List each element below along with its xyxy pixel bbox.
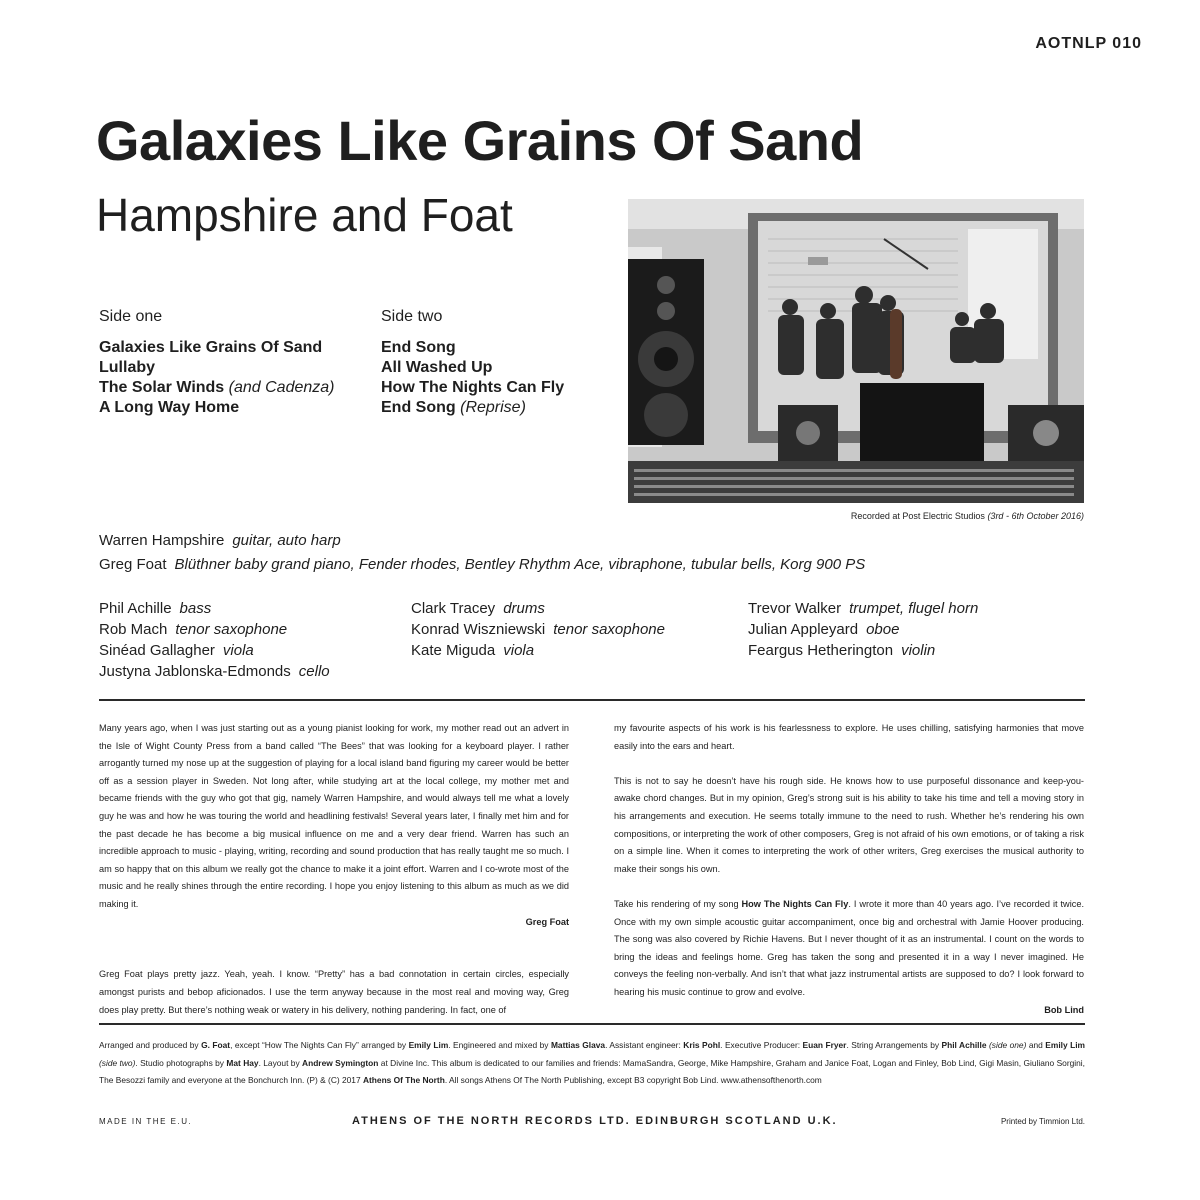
studio-photo (628, 199, 1084, 503)
musicians-column-1 (99, 598, 330, 682)
song-reference: How The Nights Can Fly (741, 898, 849, 909)
musician-instruments: Blüthner baby grand piano, Fender rhodes, Bentley Rhythm Ace, vibraphone, tubular bells, Korg 900 PS (174, 556, 866, 573)
photo-caption-dates: (3rd - 6th October 2016) (987, 511, 1084, 521)
musician-row: Trevor Walker trumpet, flugel horn (748, 600, 979, 617)
track-item: End Song (Reprise) (381, 399, 526, 416)
musician-row: Kate Miguda viola (411, 642, 535, 659)
essay-paragraph: Greg Foat plays pretty jazz. Yeah, yeah. I know. “Pretty” has a bad connotation in certain circles, especially amongst purists and bebop aficionados. I use the term anyway because in the most real and moving way, Greg does play pretty. But there’s nothing weak or watery in his delivery, nothing pandering. In fact, one of (99, 969, 569, 1015)
musician-row: Phil Achille bass (99, 600, 212, 617)
printer-credit: Printed by Timmion Ltd. (1000, 1117, 1085, 1126)
track-note: (and Cadenza) (228, 379, 335, 396)
musician-name: Warren Hampshire (99, 532, 225, 549)
track-item: A Long Way Home (99, 399, 240, 416)
made-in-label: MADE IN THE E.U. (99, 1117, 193, 1126)
musicians-column-2 (411, 598, 665, 661)
musician-row: Konrad Wiszniewski tenor saxophone (411, 621, 665, 638)
musician-row: Julian Appleyard oboe (748, 621, 900, 638)
liner-notes-left (99, 720, 569, 1019)
catalog-number: AOTNLP 010 (1035, 35, 1142, 52)
side-one-tracklist (99, 308, 335, 418)
production-credits: Arranged and produced by G. Foat, except “How The Nights Can Fly” arranged by Emily Lim. Engineered and mixed by Mattias Glava. Assistant engineer: Kris Pohl. Executive Producer: Euan Fryer. String Arrangements by Phil Achille (side one) and Emily Lim (side two). Studio photographs by Mat Hay. Layout by Andrew Symington at Divine Inc. This album is dedicated to our families and friends: MamaSandra, George, Mike Hampshire, Graham and Janice Foat, Logan and Finley, Bob Lind, Gigi Masin, Giuliano Sorgini, The Besozzi family and everyone at the Bonchurch Inn. (P) & (C) 2017 Athens Of The North. All songs Athens Of The North Publishing, except B3 copyright Bob Lind. www.athensofthenorth.com (99, 1040, 1085, 1086)
track-item: The Solar Winds (and Cadenza) (99, 379, 335, 396)
album-title: Galaxies Like Grains Of Sand (96, 109, 864, 172)
lead-musician (99, 556, 865, 573)
musician-row: Clark Tracey drums (411, 600, 545, 617)
essay-paragraph: This is not to say he doesn’t have his rough side. He knows how to use purposeful dissonance and keep-you-awake chord changes. But in my opinion, Greg’s strong suit is his ability to take his time and tell a moving story in his arrangements and execution. He seems totally immune to the need to rush. Whether he’s rendering his own compositions, or interpreting the work of other composers, Greg is not afraid of his own emotions, or of taking a risk on a simple line. When it comes to interpreting the work of other writers, Greg exercises the musical authority to make their songs his own. (614, 775, 1084, 874)
track-item: Galaxies Like Grains Of Sand (99, 339, 323, 356)
essay-paragraph: Take his rendering of my song How The Nights Can Fly. I wrote it more than 40 years ago. I’ve recorded it twice. Once with my own simple acoustic guitar accompaniment, once big and orchestral with Jamie Hoover producing. The song was also covered by Richie Havens. But I never thought of it as an instrumental. I count on the words to bring the ideas and feelings home. Greg has taken the song and presented it in a way I never imagined. He conveys the feeling non-verbally. And isn’t that what jazz instrumental artists are supposed to do? I look forward to hearing his music continue to grow and evolve. (614, 898, 1084, 997)
divider (99, 1023, 1085, 1025)
track-item: All Washed Up (381, 359, 493, 376)
side-heading: Side one (99, 308, 163, 325)
record-label-address: ATHENS OF THE NORTH RECORDS LTD. EDINBURGH SCOTLAND U.K. (352, 1115, 838, 1127)
musician-row: Sinéad Gallagher viola (99, 642, 254, 659)
artist-name: Hampshire and Foat (96, 189, 513, 241)
essay-paragraph: my favourite aspects of his work is his fearlessness to explore. He uses chilling, satisfying harmonies that move easily into the ears and heart. (614, 723, 1084, 751)
musician-row: Justyna Jablonska-Edmonds cello (99, 663, 330, 680)
musician-row: Rob Mach tenor saxophone (99, 621, 288, 638)
essay-paragraph: Many years ago, when I was just starting out as a young pianist looking for work, my mother read out an advert in the Isle of Wight County Press from a band called “The Bees” that was looking for a keyboard player. I rather arrogantly turned my nose up at the suggestion of playing for a local island band figuring my career would be better off as a session player in Sweden. Not long after, while studying art at the local college, my mother met and became friends with the guy who got that gig, namely Warren Hampshire, and would always tell me what a lovely guy he was and how he was touring the world and headlining festivals! Several years later, I finally met him and for the past decade he has become a big musical influence on me and a very dear friend. Warren has such an incredible approach to music - playing, writing, recording and sound production that has really taught me so much. I am so happy that on this album we really got the chance to make it a joint effort. Warren and I co-wrote most of the music and he really shines through the entire recording. I hope you enjoy listening to this album as much as we did making it. (99, 723, 569, 909)
liner-notes-right (614, 720, 1084, 1019)
track-item: End Song (381, 339, 456, 356)
lead-musician (99, 532, 341, 549)
musician-instruments: guitar, auto harp (232, 532, 341, 549)
track-item: How The Nights Can Fly (381, 379, 565, 396)
musician-row: Feargus Hetherington violin (748, 642, 936, 659)
musicians-column-3 (748, 598, 978, 661)
side-two-tracklist (381, 308, 564, 418)
divider (99, 699, 1085, 701)
essay-signature: Bob Lind (1044, 1004, 1084, 1015)
essay-signature: Greg Foat (525, 916, 569, 927)
side-heading: Side two (381, 308, 443, 325)
photo-caption: Recorded at Post Electric Studios (3rd - 6th October 2016) (850, 511, 1084, 521)
track-item: Lullaby (99, 359, 156, 376)
studio-photo-illustration (628, 199, 1084, 503)
musician-name: Greg Foat (99, 556, 167, 573)
track-note: (Reprise) (460, 399, 526, 416)
